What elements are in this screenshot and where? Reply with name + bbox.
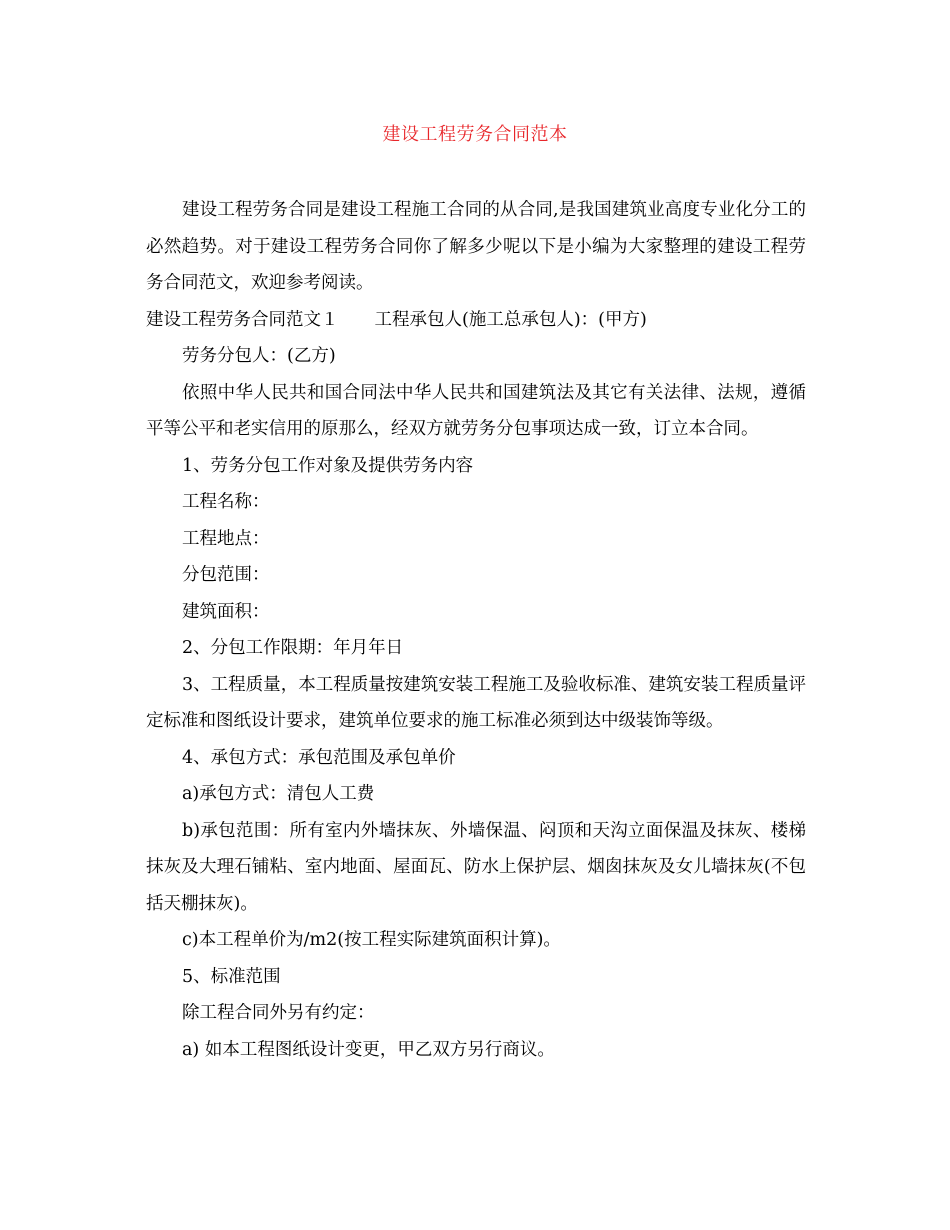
section-5-intro: 除工程合同外另有约定：: [182, 1003, 375, 1023]
section-1-heading: 1、劳务分包工作对象及提供劳务内容: [182, 455, 474, 476]
party-a-line: 工程承包人(施工总承包人)：(甲方): [374, 309, 647, 330]
contract-sample-heading: 建设工程劳务合同范文１: [146, 309, 339, 330]
project-site-line: 工程地点：: [182, 528, 270, 549]
section-3-paragraph: 3、工程质量，本工程质量按建筑安装工程施工及验收标准、建筑安装工程质量评定标准和图纸设计要求，建筑单位要求的施工标准必须到达中级装饰等级。: [146, 674, 806, 731]
section-4c-line: c)本工程单价为/m2(按工程实际建筑面积计算)。: [182, 930, 561, 950]
section-4b-paragraph: b)承包范围：所有室内外墙抹灰、外墙保温、闷顶和天沟立面保温及抹灰、楼梯抹灰及大理石铺粘、室内地面、屋面瓦、防水上保护层、烟囱抹灰及女儿墙抹灰(不包括天棚抹灰)。: [146, 820, 806, 914]
section-4a-line: a)承包方式：清包人工费: [182, 784, 375, 804]
paragraph-basis: 依照中华人民共和国合同法中华人民共和国建筑法及其它有关法律、法规，遵循平等公平和老实信用的原那么，经双方就劳务分包事项达成一致，订立本合同。: [146, 382, 806, 439]
project-name-line: 工程名称：: [182, 492, 270, 512]
paragraph-heading-line: [146, 302, 806, 339]
party-b-line: 劳务分包人：(乙方): [182, 346, 336, 366]
section-2-line: 2、分包工作限期：年月年日: [182, 638, 404, 658]
section-4-heading: 4、承包方式：承包范围及承包单价: [182, 747, 456, 768]
document-title: 建设工程劳务合同范本: [382, 124, 568, 145]
section-5a-line: a) 如本工程图纸设计变更，甲乙双方另行商议。: [182, 1039, 555, 1060]
subcontract-scope-line: 分包范围：: [182, 565, 270, 585]
document-body: [146, 192, 806, 1068]
floor-area-line: 建筑面积：: [182, 601, 270, 622]
section-5-heading: 5、标准范围: [182, 966, 281, 987]
paragraph-intro: 建设工程劳务合同是建设工程施工合同的从合同,是我国建筑业高度专业化分工的必然趋势。对于建设工程劳务合同你了解多少呢以下是小编为大家整理的建设工程劳务合同范文，欢迎参考阅读。: [146, 200, 806, 293]
